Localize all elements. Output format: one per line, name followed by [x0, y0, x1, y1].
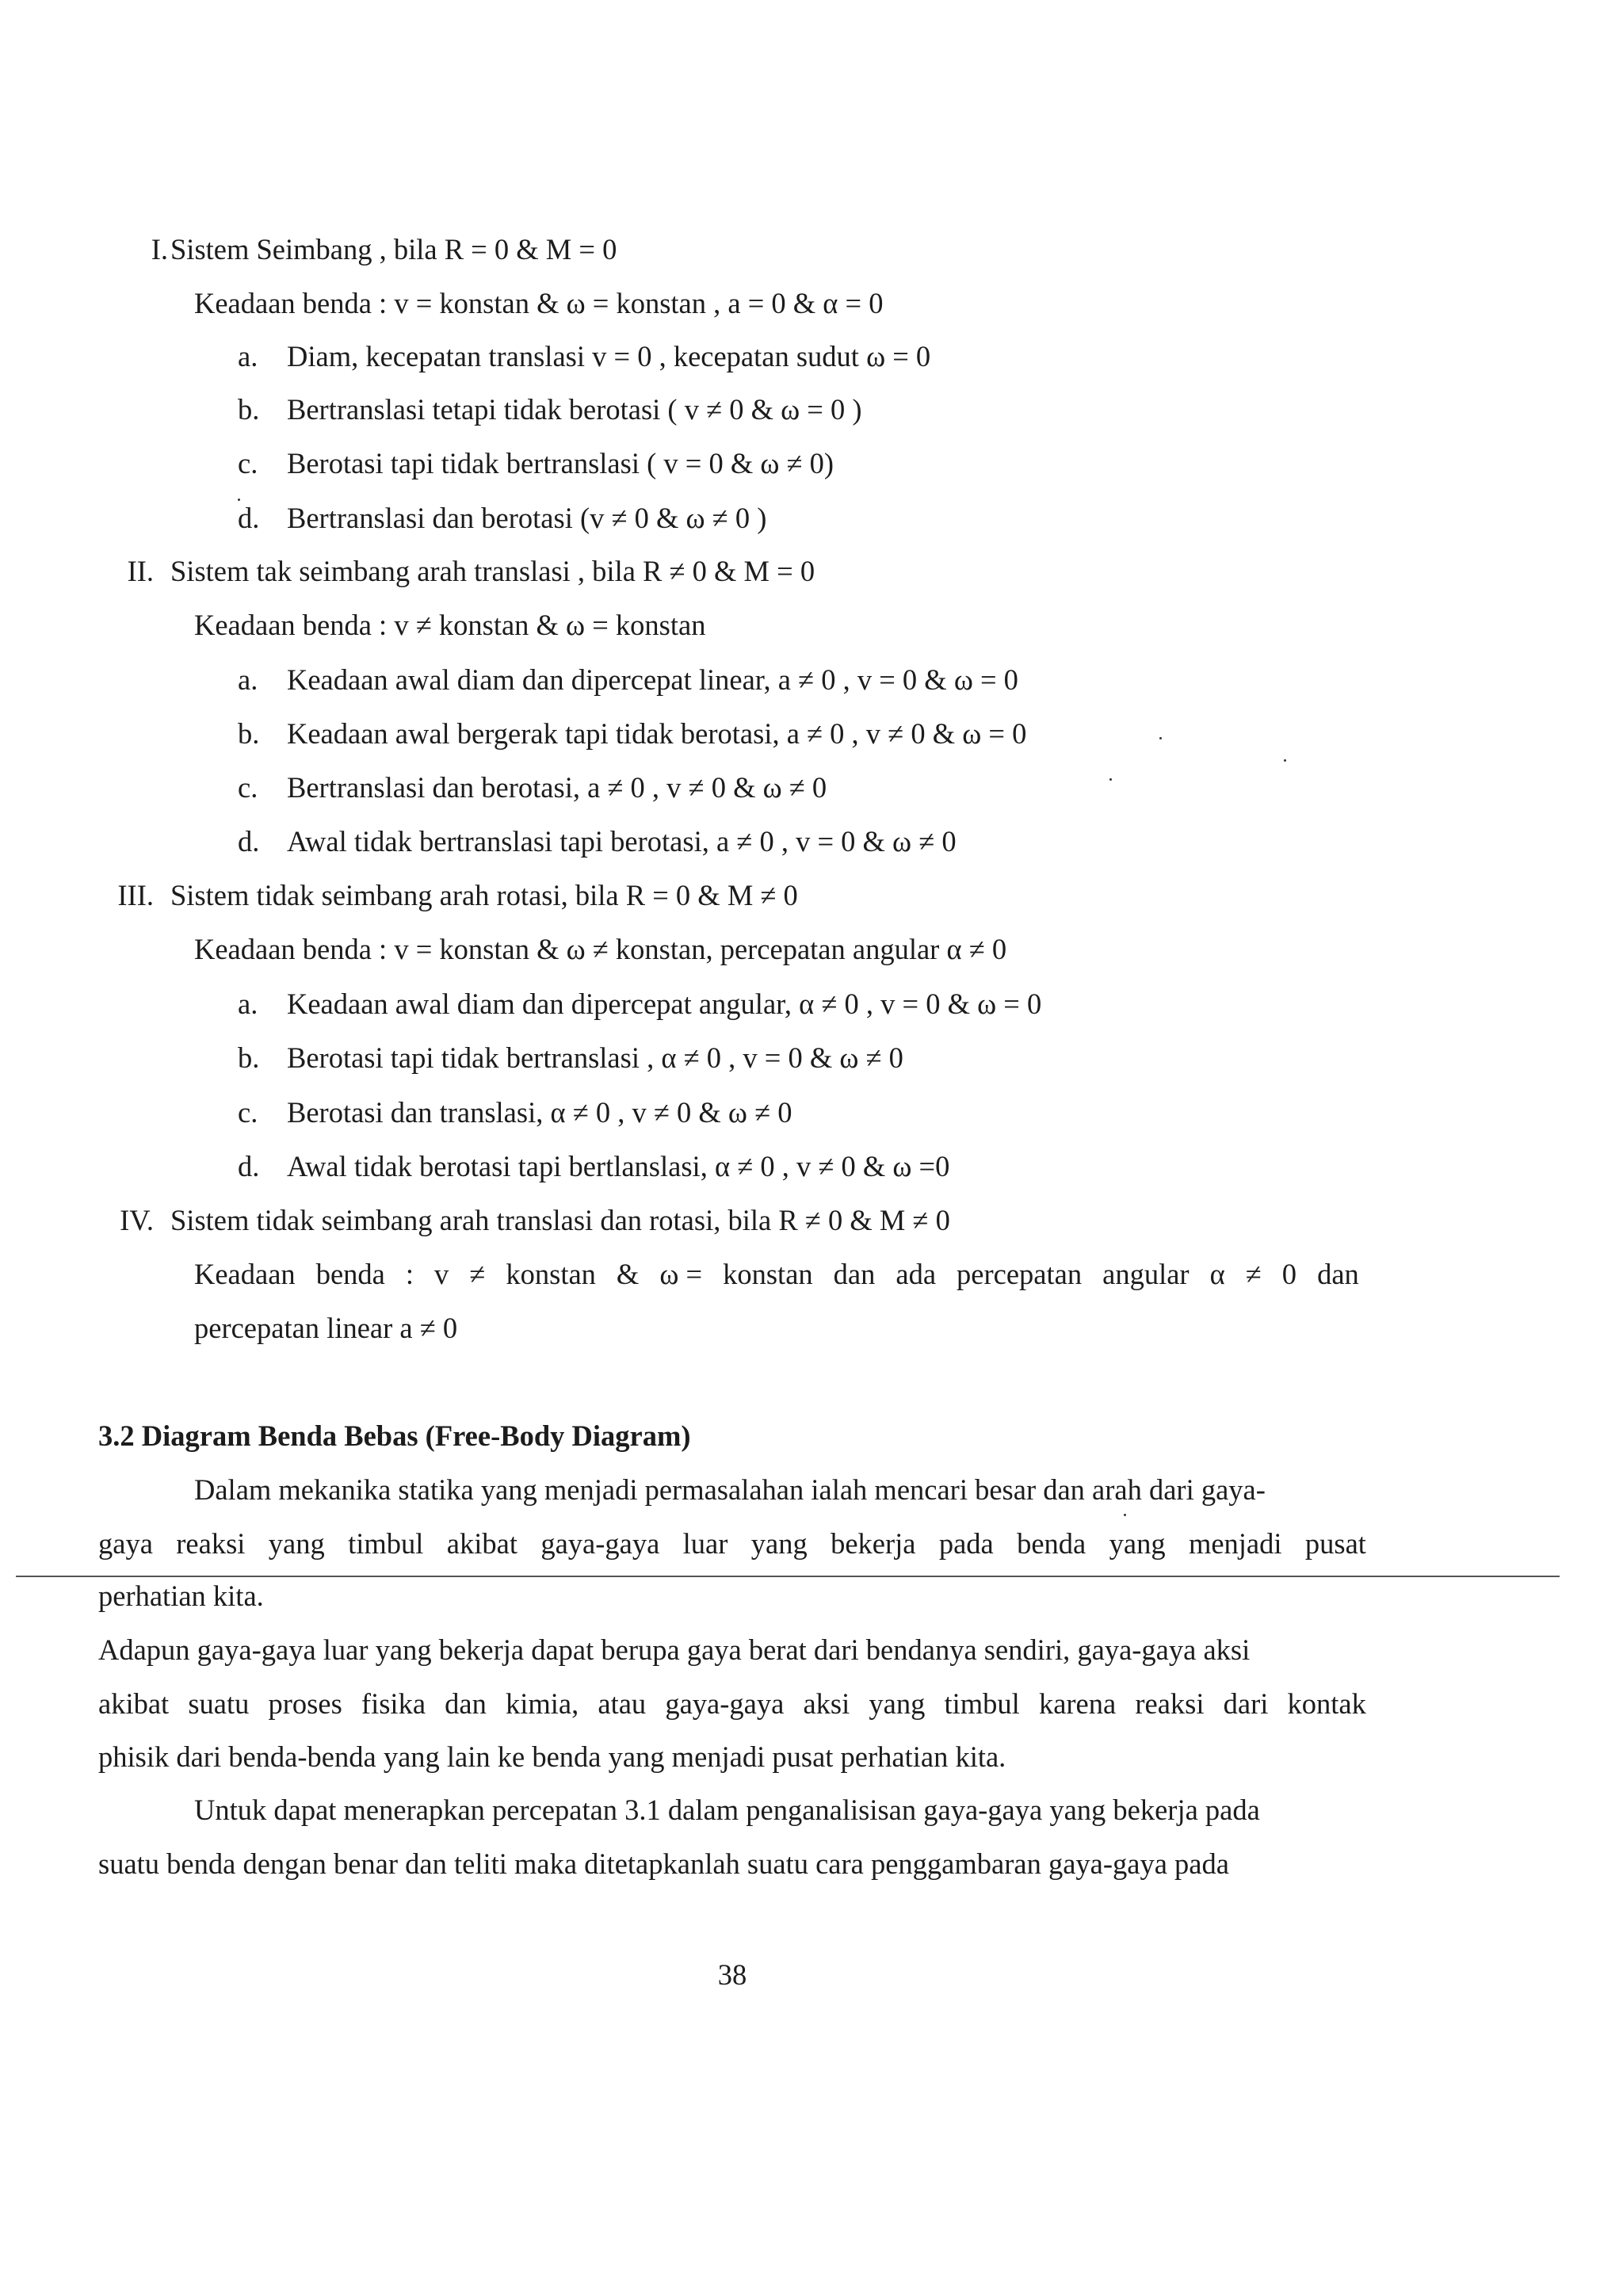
word: konstan	[506, 1258, 596, 1290]
item-text: Bertranslasi dan berotasi, a ≠ 0 , v ≠ 0 & ω ≠ 0	[287, 771, 827, 804]
word: dari	[1223, 1687, 1269, 1720]
word: 0	[1281, 1258, 1297, 1290]
state-text: Keadaan benda : v = konstan & ω ≠ konstan, percepatan angular α ≠ 0	[194, 933, 1007, 965]
word: yang	[750, 1527, 808, 1560]
item-text: Keadaan awal bergerak tapi tidak berotasi, a ≠ 0 , v ≠ 0 & ω = 0	[287, 717, 1027, 750]
word: konstan	[723, 1258, 813, 1290]
speck	[238, 499, 240, 501]
word: akibat	[446, 1527, 517, 1560]
paragraph-text: suatu benda dengan benar dan teliti maka ditetapkanlah suatu cara penggambaran gaya-gaya pada	[98, 1847, 1229, 1880]
paragraph-1-line-2	[98, 1527, 1366, 1560]
item-letter: c.	[238, 1096, 258, 1129]
word: v	[434, 1258, 449, 1290]
word: reaksi	[176, 1527, 246, 1560]
item-letter: d.	[238, 825, 260, 858]
item-text: Berotasi dan translasi, α ≠ 0 , v ≠ 0 & ω ≠ 0	[287, 1096, 792, 1129]
word: gaya-gaya	[540, 1527, 660, 1560]
item-letter: b.	[238, 393, 260, 426]
item-text: Bertranslasi tetapi tidak berotasi ( v ≠ 0 & ω = 0 )	[287, 393, 862, 426]
word: timbul	[348, 1527, 424, 1560]
state-text: Keadaan benda : v ≠ konstan & ω = konstan	[194, 609, 706, 641]
word: yang	[268, 1527, 325, 1560]
word: ada	[896, 1258, 937, 1290]
word: menjadi	[1188, 1527, 1282, 1560]
horizontal-rule	[16, 1576, 1560, 1577]
word: dan	[833, 1258, 876, 1290]
item-text: Diam, kecepatan translasi v = 0 , kecepatan sudut ω = 0	[287, 340, 931, 372]
word: suatu	[188, 1687, 250, 1720]
word: ≠	[469, 1258, 486, 1290]
word: gaya-gaya	[665, 1687, 785, 1720]
section-2-numeral: II.	[127, 555, 154, 587]
item-text: Bertranslasi dan berotasi (v ≠ 0 & ω ≠ 0 )	[287, 502, 767, 534]
word: gaya	[98, 1527, 153, 1560]
section-3-numeral: III.	[117, 879, 154, 911]
word: benda	[315, 1258, 385, 1290]
paragraph-text: Dalam mekanika statika yang menjadi permasalahan ialah mencari besar dan arah dari gaya-	[194, 1473, 1266, 1506]
section-4-numeral: IV.	[120, 1204, 154, 1236]
section-4-state	[194, 1260, 1359, 1289]
word: atau	[598, 1687, 647, 1720]
heading-text: 3.2 Diagram Benda Bebas (Free-Body Diagram)	[98, 1419, 691, 1452]
word: aksi	[803, 1687, 850, 1720]
word: pusat	[1304, 1527, 1366, 1560]
item-letter: b.	[238, 717, 260, 750]
word: karena	[1038, 1687, 1117, 1720]
word: angular	[1102, 1258, 1190, 1290]
item-text: Awal tidak berotasi tapi bertlanslasi, α ≠ 0 , v ≠ 0 & ω =0	[287, 1150, 950, 1182]
word: proses	[268, 1687, 342, 1720]
section-2-title: Sistem tak seimbang arah translasi , bila R ≠ 0 & M = 0	[170, 555, 815, 587]
word: dan	[445, 1687, 487, 1720]
word: yang	[1109, 1527, 1166, 1560]
item-letter: d.	[238, 502, 260, 534]
speck	[1109, 778, 1112, 781]
word: percepatan	[957, 1258, 1083, 1290]
word: :	[405, 1258, 414, 1290]
word: timbul	[944, 1687, 1020, 1720]
item-text: Awal tidak bertranslasi tapi berotasi, a ≠ 0 , v = 0 & ω ≠ 0	[287, 825, 957, 858]
item-letter: c.	[238, 447, 258, 479]
item-letter: b.	[238, 1041, 260, 1074]
paragraph-text: Untuk dapat menerapkan percepatan 3.1 dalam penganalisisan gaya-gaya yang bekerja pada	[194, 1794, 1260, 1826]
paragraph-text: Adapun gaya-gaya luar yang bekerja dapat berupa gaya berat dari bendanya sendiri, gaya-gaya aksi	[98, 1633, 1251, 1666]
section-1-numeral: I.	[151, 233, 168, 266]
speck	[1124, 1514, 1126, 1516]
word: kimia,	[506, 1687, 579, 1720]
section-3-title: Sistem tidak seimbang arah rotasi, bila R = 0 & M ≠ 0	[170, 879, 798, 911]
paragraph-text: phisik dari benda-benda yang lain ke benda yang menjadi pusat perhatian kita.	[98, 1740, 1006, 1773]
speck	[1284, 759, 1286, 762]
section-1-title: Sistem Seimbang , bila R = 0 & M = 0	[170, 233, 617, 266]
item-letter: a.	[238, 340, 258, 372]
section-4-title: Sistem tidak seimbang arah translasi dan rotasi, bila R ≠ 0 & M ≠ 0	[170, 1204, 950, 1236]
word: dan	[1317, 1258, 1359, 1290]
word: ≠	[1245, 1258, 1262, 1290]
word: &	[616, 1258, 640, 1290]
paragraph-text: perhatian kita.	[98, 1580, 264, 1612]
word: ω =	[659, 1258, 703, 1290]
item-text: Keadaan awal diam dan dipercepat linear, a ≠ 0 , v = 0 & ω = 0	[287, 663, 1018, 696]
word: akibat	[98, 1687, 170, 1720]
word: fisika	[361, 1687, 426, 1720]
item-text: Berotasi tapi tidak bertranslasi ( v = 0 & ω ≠ 0)	[287, 447, 834, 479]
word: kontak	[1287, 1687, 1366, 1720]
word: bekerja	[831, 1527, 916, 1560]
item-letter: a.	[238, 988, 258, 1020]
word: pada	[938, 1527, 994, 1560]
speck	[1159, 737, 1162, 739]
item-letter: a.	[238, 663, 258, 696]
item-text: Berotasi tapi tidak bertranslasi , α ≠ 0 , v = 0 & ω ≠ 0	[287, 1041, 903, 1074]
word: α	[1209, 1258, 1225, 1290]
state-text: Keadaan benda : v = konstan & ω = konstan , a = 0 & α = 0	[194, 287, 884, 319]
word: Keadaan	[194, 1258, 296, 1290]
word: yang	[869, 1687, 926, 1720]
state-text: percepatan linear a ≠ 0	[194, 1312, 458, 1344]
item-text: Keadaan awal diam dan dipercepat angular, α ≠ 0 , v = 0 & ω = 0	[287, 988, 1042, 1020]
word: luar	[682, 1527, 728, 1560]
item-letter: d.	[238, 1150, 260, 1182]
word: reaksi	[1135, 1687, 1205, 1720]
paragraph-2-line-2	[98, 1687, 1366, 1720]
page-number: 38	[717, 1958, 747, 1991]
word: benda	[1017, 1527, 1086, 1560]
item-letter: c.	[238, 771, 258, 804]
